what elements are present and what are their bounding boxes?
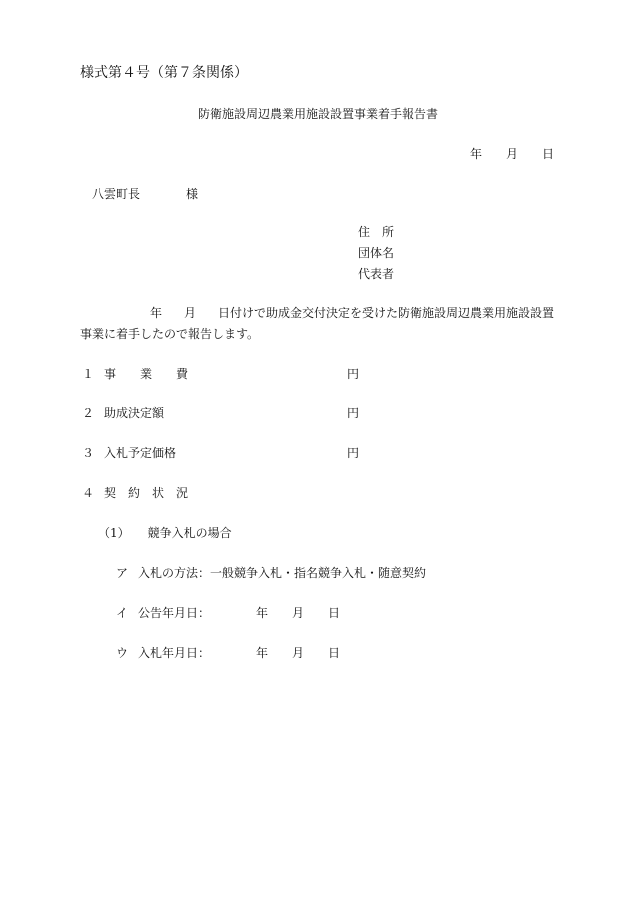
- date-year-label: 年: [256, 606, 269, 620]
- subitem-bid-method: [116, 567, 426, 579]
- body-line-1-rest: 日付けで助成金交付決定を受けた防衛施設周辺農業用施設設置: [218, 306, 555, 320]
- date-year-label: 年: [470, 147, 483, 161]
- subitem-key: ウ: [116, 646, 129, 660]
- sender-group-label: 団体名: [358, 246, 395, 260]
- body-year-label: 年: [150, 306, 163, 320]
- sender-representative-label: 代表者: [358, 267, 395, 281]
- sender-address-label: 住 所: [358, 225, 395, 239]
- body-month-label: 月: [184, 306, 197, 320]
- body-line-2: 事業に着手したので報告します。: [80, 327, 260, 341]
- document-title: 防衛施設周辺農業用施設設置事業着手報告書: [198, 107, 439, 121]
- date-day-label: 日: [542, 147, 555, 161]
- announcement-date-fields: [256, 607, 340, 619]
- addressee: [92, 188, 198, 200]
- date-month-label: 月: [292, 646, 305, 660]
- addressee-honorific: 様: [186, 187, 199, 201]
- subitem-announcement-date: [116, 607, 210, 619]
- item-label: 事 業 費: [104, 367, 189, 381]
- item-subsidy-amount-unit: 円: [347, 406, 360, 420]
- date-month-label: 月: [292, 606, 305, 620]
- subitem-key: イ: [116, 606, 129, 620]
- date-day-label: 日: [328, 646, 341, 660]
- item-number: ２: [82, 406, 95, 420]
- subitem-text: 公告年月日：: [138, 606, 211, 620]
- subsection-label: 競争入札の場合: [147, 526, 232, 540]
- item-label: 契 約 状 況: [104, 486, 189, 500]
- subsection-number: （1）: [98, 526, 130, 540]
- report-date: [470, 148, 554, 160]
- item-project-cost: [82, 368, 188, 380]
- date-month-label: 月: [506, 147, 519, 161]
- subitem-text: 入札年月日：: [138, 646, 211, 660]
- form-number: 様式第４号（第７条関係）: [80, 65, 248, 81]
- item-label: 助成決定額: [104, 406, 165, 420]
- item-number: ４: [82, 486, 95, 500]
- subitem-bid-date: [116, 647, 210, 659]
- subsection-competitive-bidding: [98, 527, 232, 539]
- addressee-name: 八雲町長: [92, 187, 141, 201]
- item-project-cost-unit: 円: [347, 367, 360, 381]
- subitem-text: 入札の方法：一般競争入札・指名競争入札・随意契約: [138, 566, 427, 580]
- date-day-label: 日: [328, 606, 341, 620]
- item-number: ３: [82, 446, 95, 460]
- item-bid-estimate-unit: 円: [347, 446, 360, 460]
- item-number: １: [82, 367, 95, 381]
- date-year-label: 年: [256, 646, 269, 660]
- bid-date-fields: [256, 647, 340, 659]
- item-label: 入札予定価格: [104, 446, 177, 460]
- item-contract-status: [82, 487, 188, 499]
- subitem-key: ア: [116, 566, 129, 580]
- body-line-1: [150, 307, 554, 319]
- item-subsidy-amount: [82, 407, 164, 419]
- item-bid-estimate: [82, 447, 176, 459]
